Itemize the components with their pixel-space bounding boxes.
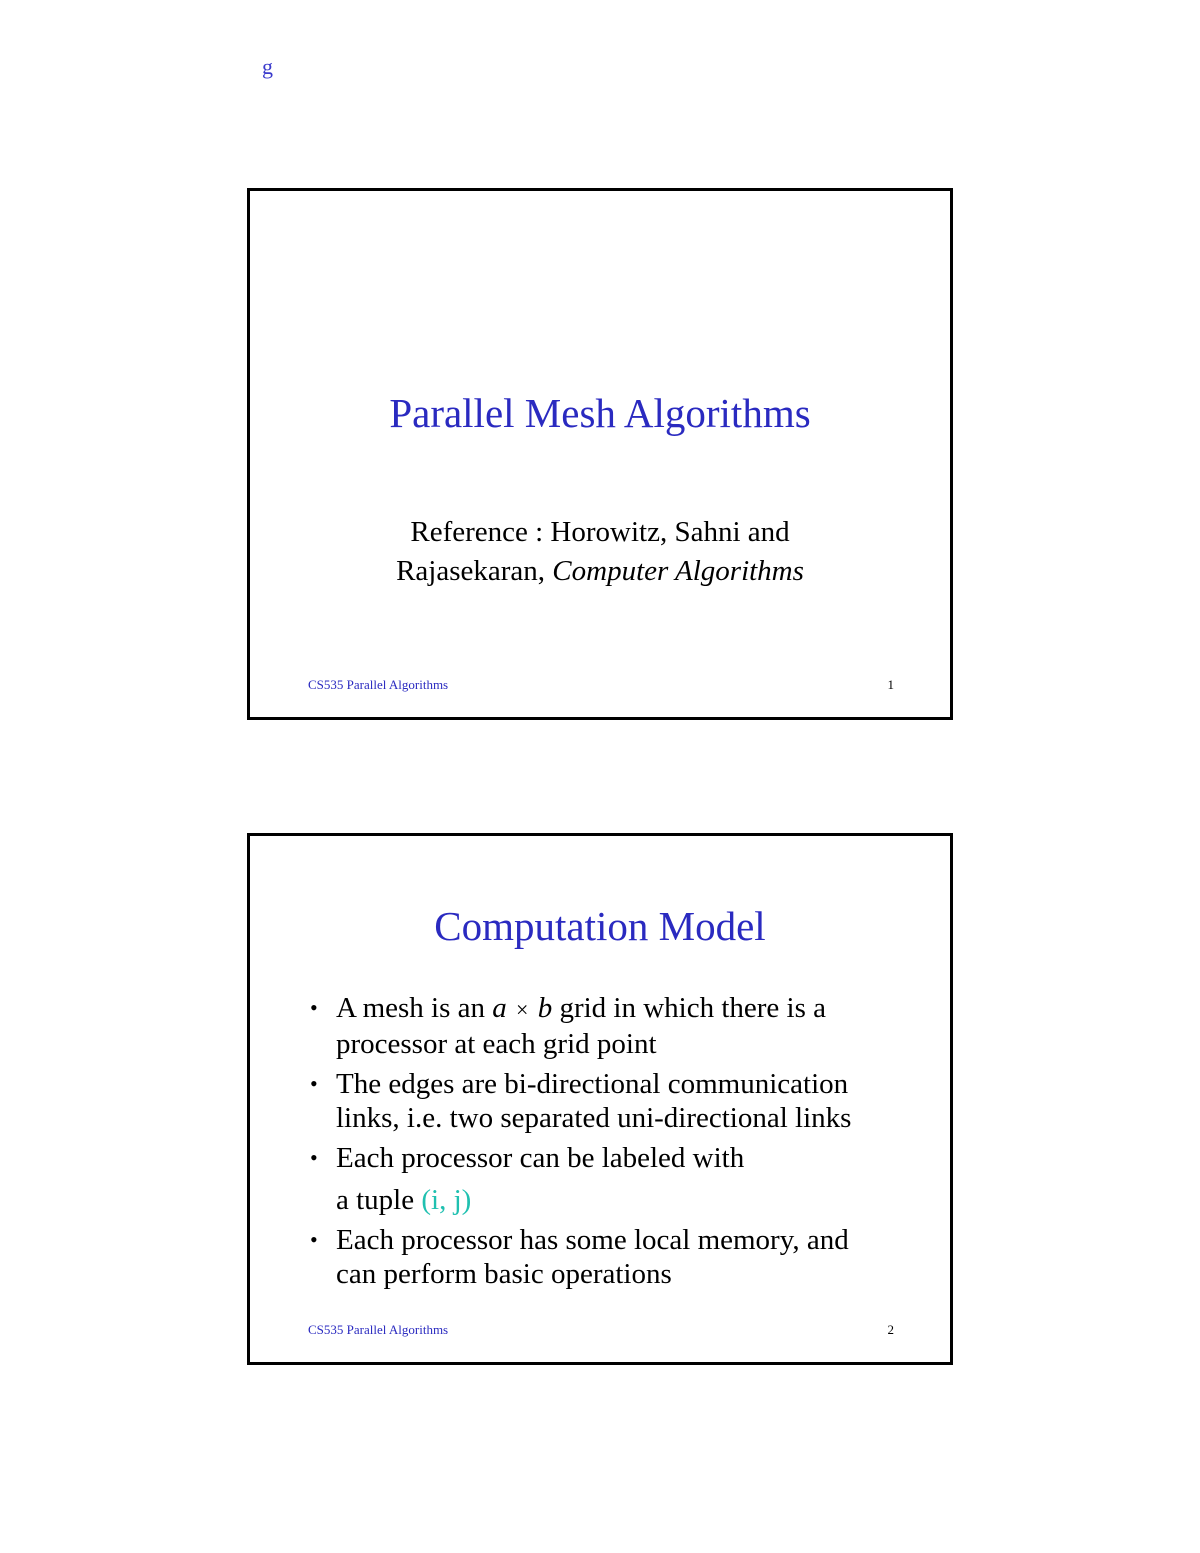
slide-footer-label: CS535 Parallel Algorithms: [308, 1322, 449, 1337]
slide-title: Parallel Mesh Algorithms: [389, 390, 811, 436]
math-var-a: a: [492, 992, 507, 1024]
bullet-dot: •: [310, 1227, 318, 1252]
bullet-dot: •: [310, 995, 318, 1020]
bullet-text: The edges are bi-directional communication: [336, 1068, 849, 1100]
math-var-b: b: [537, 992, 553, 1024]
reference-text: [250, 513, 950, 591]
reference-line-2: [250, 552, 950, 591]
bullet-item: [310, 1067, 930, 1135]
bullet-continuation: [336, 1183, 930, 1217]
reference-book-title: Computer Algorithms: [552, 555, 804, 587]
bullet-item: [310, 1141, 930, 1217]
reference-authors: Rajasekaran,: [396, 555, 546, 587]
bullet-continuation: processor at each grid point: [336, 1028, 657, 1060]
slide-title: Computation Model: [434, 903, 766, 949]
slide-1: [247, 188, 953, 720]
times-symbol: ×: [516, 997, 529, 1022]
tuple-highlight: (i, j): [421, 1184, 472, 1216]
bullet-text: a tuple: [336, 1184, 415, 1216]
bullet-list: [310, 991, 930, 1297]
slide-2: [247, 833, 953, 1365]
bullet-dot: •: [310, 1071, 318, 1096]
reference-line-1: Reference : Horowitz, Sahni and: [410, 516, 790, 548]
bullet-text: A mesh is an: [336, 992, 486, 1024]
bullet-continuation: links, i.e. two separated uni-directional links: [336, 1102, 852, 1134]
slide-page-number: 1: [887, 677, 894, 692]
bullet-text: Each processor can be labeled with: [336, 1142, 745, 1174]
bullet-dot: •: [310, 1145, 318, 1170]
bullet-text: Each processor has some local memory, and: [336, 1224, 849, 1256]
bullet-item: [310, 1223, 930, 1291]
stray-mark: g: [262, 54, 273, 79]
bullet-continuation: can perform basic operations: [336, 1258, 672, 1290]
slide-footer-label: CS535 Parallel Algorithms: [308, 677, 449, 692]
slide-page-number: 2: [887, 1322, 894, 1337]
bullet-item: [310, 991, 930, 1061]
bullet-text: grid in which there is a: [559, 992, 827, 1024]
